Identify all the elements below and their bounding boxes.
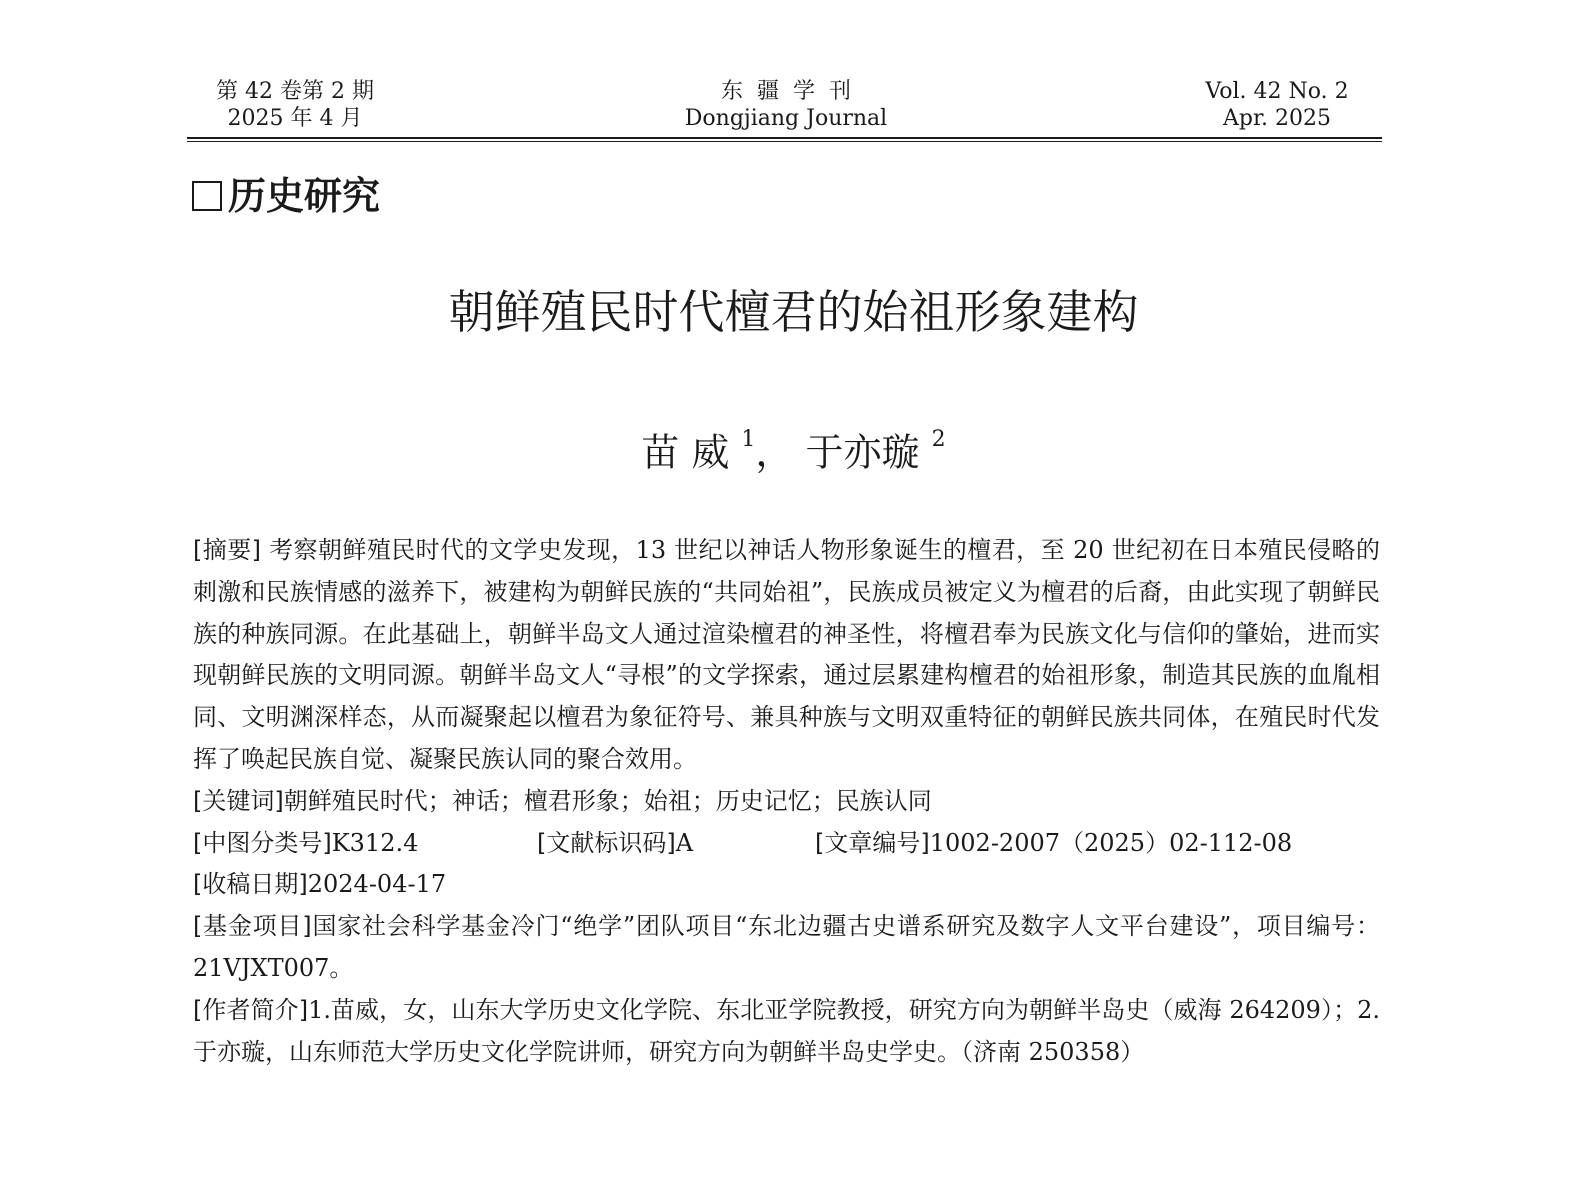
abstract-text: 考察朝鲜殖民时代的文学史发现，13 世纪以神话人物形象诞生的檀君，至 20 世纪初在日本殖民侵略的刺激和民族情感的滋养下，被建构为朝鲜民族的“共同始祖”，民族成员被定义为檀君的后裔，由此实现了朝鲜民族的种族同源。在此基础上，朝鲜半岛文人通过渲染檀君的神圣性，将檀君奉为民族文化与信仰的肇始，进而实现朝鲜民族的文明同源。朝鲜半岛文人“寻根”的文学探索，通过层累建构檀君的始祖形象，制造其民族的血胤相同、文明渊深样态，从而凝聚起以檀君为象征符号、兼具种族与文明双重特征的朝鲜民族共同体，在殖民时代发挥了唤起民族自觉、凝聚民族认同的聚合效用。 — [193, 536, 1380, 773]
received-value: 2024-04-17 — [307, 870, 447, 899]
classification — [193, 823, 537, 865]
document-code-value: A — [675, 828, 694, 857]
fund — [193, 906, 1380, 990]
issue-date-en: Apr. 2025 — [1222, 106, 1332, 131]
received-label: [收稿日期] — [193, 870, 308, 899]
journal-header — [190, 78, 1382, 130]
issue-info — [190, 78, 400, 132]
keywords — [193, 781, 1380, 823]
section-label: 历史研究 — [228, 174, 381, 218]
issue-date: 2025 年 4 月 — [227, 106, 363, 131]
author-name: 苗威 — [641, 430, 742, 475]
keywords-label: [关键词] — [193, 786, 284, 815]
issue-volume: 第 42 卷第 2 期 — [216, 79, 374, 104]
classification-row — [193, 823, 1380, 865]
journal-name — [636, 78, 936, 132]
keywords-text: 朝鲜殖民时代；神话；檀君形象；始祖；历史记忆；民族认同 — [283, 786, 932, 815]
document-code-label: [文献标识码] — [537, 828, 676, 857]
article-title: 朝鲜殖民时代檀君的始祖形象建构 — [448, 285, 1139, 339]
author-name: 于亦璇 — [805, 430, 920, 475]
author-info-text: 1.苗威，女，山东大学历史文化学院、东北亚学院教授，研究方向为朝鲜半岛史（威海 264209）；2.于亦璇，山东师范大学历史文化学院讲师，研究方向为朝鲜半岛史学史。（济南 250358） — [193, 995, 1380, 1066]
article-number-label: [文章编号] — [815, 828, 930, 857]
article-number — [815, 823, 1292, 865]
classification-value: K312.4 — [331, 828, 419, 857]
front-matter — [193, 530, 1380, 1073]
section-heading — [192, 172, 380, 220]
abstract-label: [摘要] — [193, 536, 262, 564]
author-line — [0, 420, 1587, 479]
header-rule-thin — [187, 141, 1382, 142]
fund-label: [基金项目] — [193, 912, 312, 941]
author-affiliation-mark: 2 — [931, 427, 946, 452]
issue-info-en — [1172, 78, 1382, 132]
author-affiliation-mark: 1 — [741, 427, 756, 452]
fund-text: 国家社会科学基金冷门“绝学”团队项目“东北边疆古史谱系研究及数字人文平台建设”，项目编号：21VJXT007。 — [193, 912, 1381, 982]
abstract — [193, 530, 1380, 781]
received-date — [193, 864, 1380, 906]
journal-name-en: Dongjiang Journal — [684, 106, 888, 131]
author-info-label: [作者简介] — [193, 995, 309, 1024]
header-rule-thick — [187, 137, 1382, 139]
classification-label: [中图分类号] — [193, 828, 332, 857]
author-info — [193, 990, 1380, 1074]
author-separator: ， — [755, 430, 794, 475]
document-code — [537, 823, 815, 865]
article-number-value: 1002-2007（2025）02-112-08 — [929, 828, 1293, 857]
issue-volume-en: Vol. 42 No. 2 — [1205, 79, 1349, 104]
square-icon — [192, 181, 222, 211]
journal-name-cn: 东疆学刊 — [720, 79, 865, 104]
